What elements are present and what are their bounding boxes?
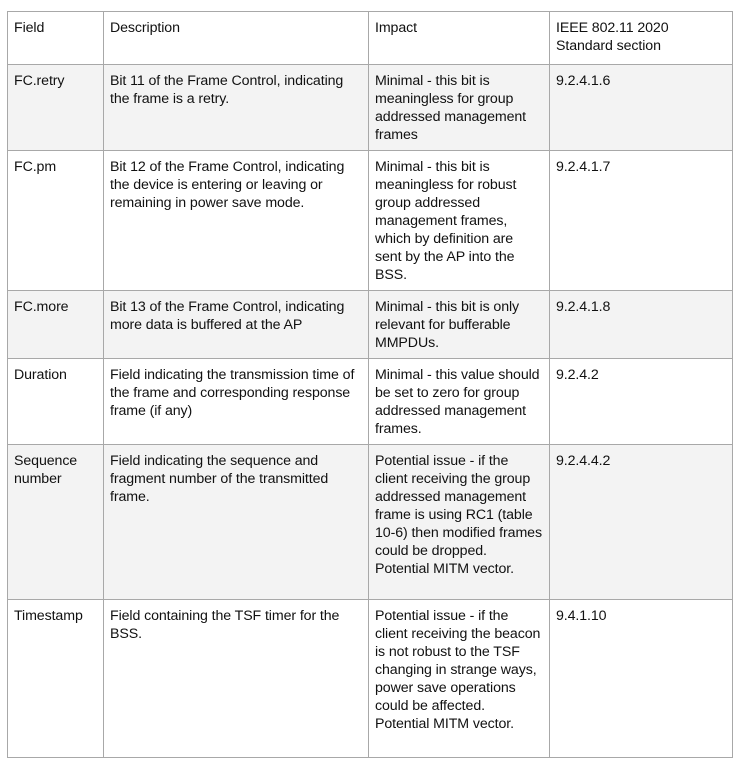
cell-field: Sequence number [8, 445, 104, 600]
cell-impact: Potential issue - if the client receiving the beacon is not robust to the TSF changing in strange ways, power save operations could be affected. Potential MITM vector. [369, 600, 550, 758]
cell-field: Timestamp [8, 600, 104, 758]
cell-impact: Minimal - this value should be set to zero for group addressed management frames. [369, 359, 550, 445]
cell-description: Bit 12 of the Frame Control, indicating the device is entering or leaving or remaining in power save mode. [104, 151, 369, 291]
cell-field: FC.pm [8, 151, 104, 291]
cell-description: Field indicating the sequence and fragment number of the transmitted frame. [104, 445, 369, 600]
header-field: Field [8, 12, 104, 65]
header-impact: Impact [369, 12, 550, 65]
cell-section: 9.2.4.2 [550, 359, 733, 445]
table-header-row [8, 12, 733, 65]
cell-description: Bit 13 of the Frame Control, indicating more data is buffered at the AP [104, 291, 369, 359]
cell-impact: Minimal - this bit is meaningless for robust group addressed management frames, which by definition are sent by the AP into the BSS. [369, 151, 550, 291]
frame-fields-table [7, 11, 733, 758]
table-row [8, 359, 733, 445]
table-row [8, 65, 733, 151]
cell-field: FC.retry [8, 65, 104, 151]
table-row [8, 151, 733, 291]
cell-section: 9.2.4.4.2 [550, 445, 733, 600]
header-description: Description [104, 12, 369, 65]
cell-section: 9.4.1.10 [550, 600, 733, 758]
cell-impact: Minimal - this bit is meaningless for group addressed management frames [369, 65, 550, 151]
table-row [8, 445, 733, 600]
table-row [8, 291, 733, 359]
cell-section: 9.2.4.1.8 [550, 291, 733, 359]
header-section: IEEE 802.11 2020 Standard section [550, 12, 733, 65]
cell-impact: Potential issue - if the client receiving the group addressed management frame is using RC1 (table 10-6) then modified frames could be dropped. Potential MITM vector. [369, 445, 550, 600]
table-row [8, 600, 733, 758]
cell-section: 9.2.4.1.6 [550, 65, 733, 151]
cell-description: Bit 11 of the Frame Control, indicating the frame is a retry. [104, 65, 369, 151]
cell-field: Duration [8, 359, 104, 445]
cell-description: Field containing the TSF timer for the BSS. [104, 600, 369, 758]
cell-section: 9.2.4.1.7 [550, 151, 733, 291]
cell-description: Field indicating the transmission time of the frame and corresponding response frame (if any) [104, 359, 369, 445]
cell-impact: Minimal - this bit is only relevant for bufferable MMPDUs. [369, 291, 550, 359]
cell-field: FC.more [8, 291, 104, 359]
